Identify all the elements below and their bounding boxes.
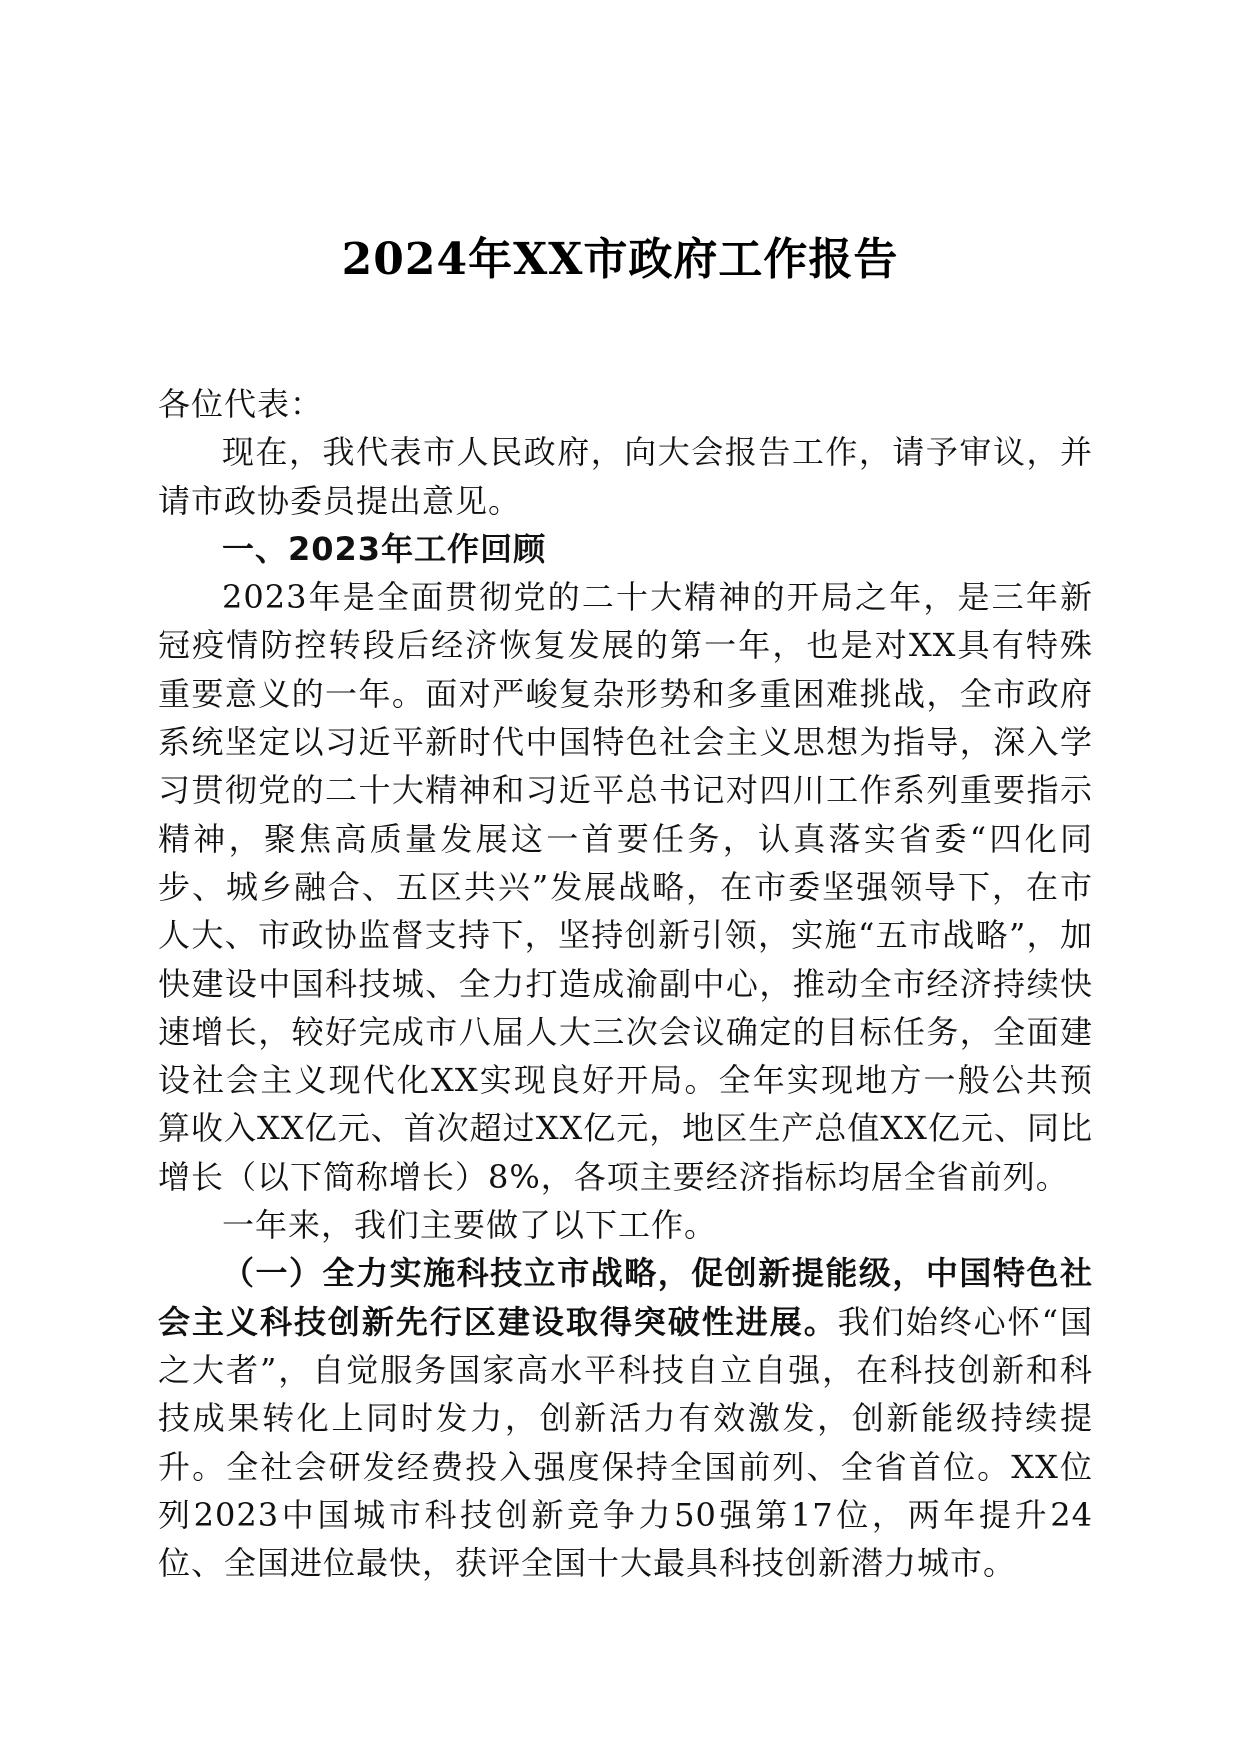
intro-paragraph: 现在，我代表市人民政府，向大会报告工作，请予审议，并请市政协委员提出意见。	[158, 433, 1093, 520]
review-paragraph: 2023年是全面贯彻党的二十大精神的开局之年，是三年新冠疫情防控转段后经济恢复发展的第一年，也是对XX具有特殊重要意义的一年。面对严峻复杂形势和多重困难挑战，全市政府系统坚定以习近平新时代中国特色社会主义思想为指导，深入学习贯彻党的二十大精神和习近平总书记对四川工作系列重要指示精神，聚焦高质量发展这一首要任务，认真落实省委“四化同步、城乡融合、五区共兴”发展战略，在市委坚强领导下，在市人大、市政协监督支持下，坚持创新引领，实施“五市战略”，加快建设中国科技城、全力打造成渝副中心，推动全市经济持续快速增长，较好完成市八届人大三次会议确定的目标任务，全面建设社会主义现代化XX实现良好开局。全年实现地方一般公共预算收入XX亿元、首次超过XX亿元，地区生产总值XX亿元、同比增长（以下简称增长）8%，各项主要经济指标均居全省前列。	[158, 578, 1093, 1196]
salutation: 各位代表：	[158, 385, 324, 423]
tech-paragraph-text: 我们始终心怀“国之大者”，自觉服务国家高水平科技自立自强，在科技创新和科技成果转化上同时发力，创新活力有效激发，创新能级持续提升。全社会研发经费投入强度保持全国前列、全省首位。XX位列2023中国城市科技创新竞争力50强第17位，两年提升24位、全国进位最快，获评全国十大最具科技创新潜力城市。	[158, 1302, 1093, 1583]
document-body	[158, 380, 1093, 1587]
document-title: 2024年XX市政府工作报告	[341, 234, 899, 285]
section-heading: 一、2023年工作回顾	[222, 529, 547, 568]
transition-paragraph: 一年来，我们主要做了以下工作。	[222, 1206, 718, 1245]
tech-paragraph	[158, 1249, 1093, 1587]
subsection-heading: （一）全力实施科技立市战略，促创新提能级，中国特色社会主义科技创新先行区建设取得突破性进展。	[158, 1254, 1093, 1341]
